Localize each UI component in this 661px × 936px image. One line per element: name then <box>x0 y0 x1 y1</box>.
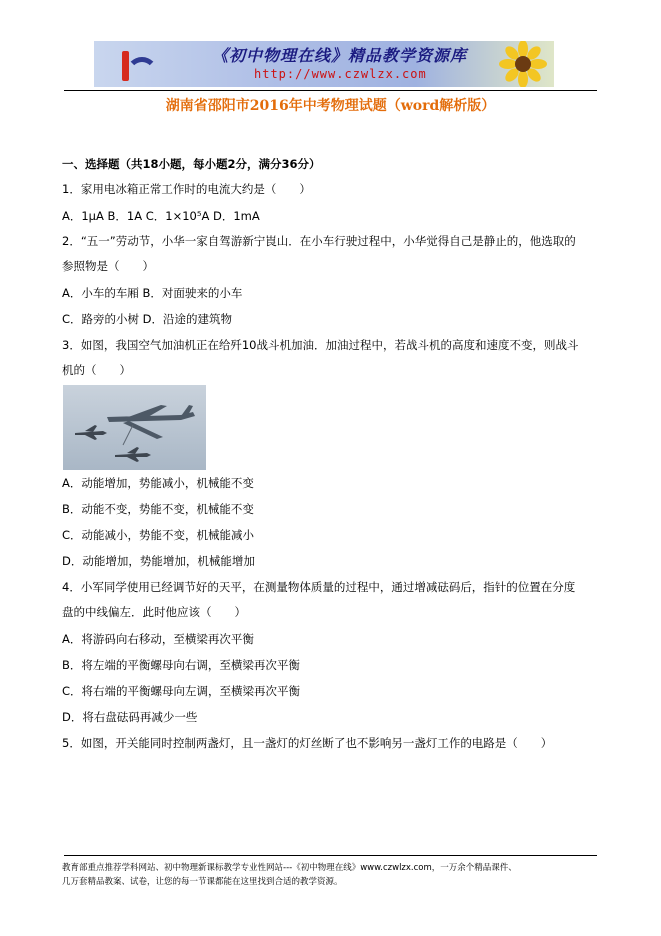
section-heading: 一、选择题（共18小题，每小题2分，满分36分） <box>62 157 321 171</box>
banner-url: http://www.czwlzx.com <box>254 67 427 81</box>
q2-stem-line1: 2．“五一”劳动节，小华一家自驾游新宁崀山．在小车行驶过程中，小华觉得自己是静止的，他选取的 <box>62 234 576 248</box>
q4-option-d: D．将右盘砝码再减少一些 <box>62 710 198 724</box>
footer-rule <box>64 855 597 856</box>
q3-stem-line2: 机的（ ） <box>62 363 131 377</box>
q2-options-cd: C．路旁的小树 D．沿途的建筑物 <box>62 312 233 326</box>
banner-title: 《初中物理在线》精品教学资源库 <box>212 46 468 65</box>
sunflower-icon <box>498 41 548 87</box>
q3-option-b: B．动能不变，势能不变，机械能不变 <box>62 502 254 516</box>
q3-option-c: C．动能减小，势能不变，机械能减小 <box>62 528 255 542</box>
q2-stem-line2: 参照物是（ ） <box>62 259 154 273</box>
refueling-aircraft-image <box>63 385 206 470</box>
logo-arc-icon <box>126 57 158 87</box>
header-rule <box>64 90 597 91</box>
q3-option-a: A．动能增加，势能减小，机械能不变 <box>62 476 254 490</box>
q4-stem-line1: 4．小军同学使用已经调节好的天平，在测量物体质量的过程中，通过增减砝码后，指针的位置在分度 <box>62 580 576 594</box>
q4-stem-line2: 盘的中线偏左．此时他应该（ ） <box>62 605 246 619</box>
q2-options-ab: A．小车的车厢 B．对面驶来的小车 <box>62 286 243 300</box>
footer-line1: 教育部重点推荐学科网站、初中物理新课标教学专业性网站---《初中物理在线》www.czwlzx.com，一万余个精品课件、 <box>62 863 517 873</box>
q1-stem: 1．家用电冰箱正常工作时的电流大约是（ ） <box>62 182 311 196</box>
header-banner <box>94 41 554 87</box>
q3-stem-line1: 3．如图，我国空气加油机正在给歼10战斗机加油．加油过程中，若战斗机的高度和速度不变，则战斗 <box>62 338 579 352</box>
q4-option-c: C．将右端的平衡螺母向左调，至横梁再次平衡 <box>62 684 301 698</box>
q5-stem-line1: 5．如图，开关能同时控制两盏灯，且一盏灯的灯丝断了也不影响另一盏灯工作的电路是（ ） <box>62 736 553 750</box>
q1-options: A．1μA B．1A C．1×10⁵A D．1mA <box>62 209 260 223</box>
document-title: 湖南省邵阳市2016年中考物理试题（word解析版） <box>165 98 496 114</box>
q4-option-a: A．将游码向右移动，至横梁再次平衡 <box>62 632 254 646</box>
q4-option-b: B．将左端的平衡螺母向右调，至横梁再次平衡 <box>62 658 300 672</box>
footer-line2: 几万套精品教案、试卷，让您的每一节课都能在这里找到合适的教学资源。 <box>62 877 343 887</box>
q3-option-d: D．动能增加，势能增加，机械能增加 <box>62 554 255 568</box>
